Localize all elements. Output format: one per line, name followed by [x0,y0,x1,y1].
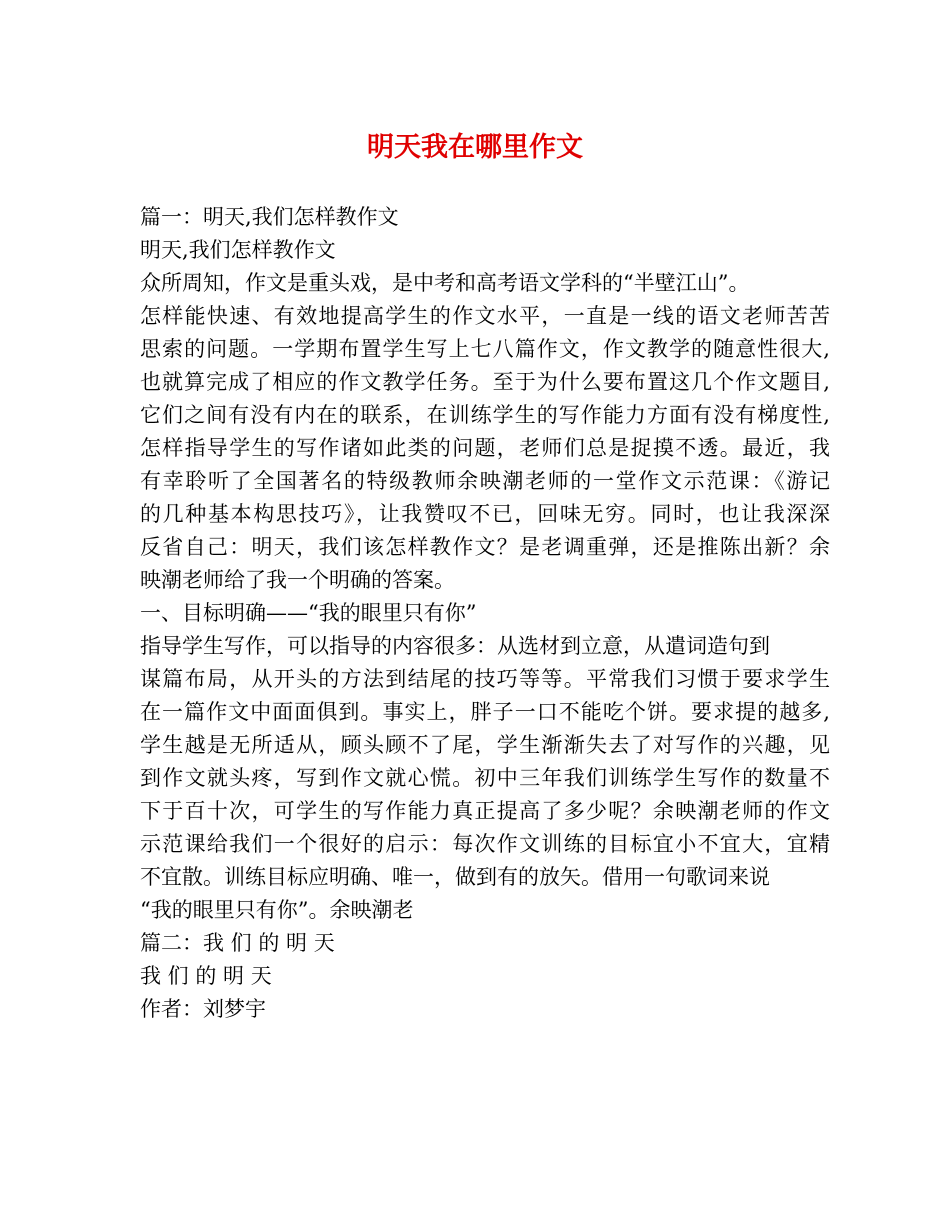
paragraph-line: “我的眼里只有你”。余映潮老 [140,898,414,922]
document-body [140,201,830,1026]
paragraph-line: 有幸聆听了全国著名的特级教师余映潮老师的一堂作文示范课：《游记 [140,469,830,493]
paragraph-line: 下于百十次，可学生的写作能力真正提高了多少呢？余映潮老师的作文 [140,799,830,823]
paragraph-line: 众所周知，作文是重头戏，是中考和高考语文学科的“半壁江山”。 [140,271,750,295]
paragraph-line: 指导学生写作，可以指导的内容很多：从选材到立意，从遣词造句到 [140,634,770,658]
section1-heading: 篇一：明天,我们怎样教作文 [140,205,399,229]
paragraph-line: 怎样能快速、有效地提高学生的作文水平，一直是一线的语文老师苦苦 [140,304,830,328]
paragraph-line: 学生越是无所适从，顾头顾不了尾，学生渐渐失去了对写作的兴趣，见 [140,733,830,757]
page-title: 明天我在哪里作文 [367,132,583,163]
paragraph-line: 到作文就头疼，写到作文就心慌。初中三年我们训练学生写作的数量不 [140,766,830,790]
section2-heading: 篇二：我 们 的 明 天 [140,931,335,955]
paragraph-line: 不宜散。训练目标应明确、唯一，做到有的放矢。借用一句歌词来说 [140,865,770,889]
paragraph-line: 也就算完成了相应的作文教学任务。至于为什么要布置这几个作文题目, [140,370,830,394]
paragraph-line: 思索的问题。一学期布置学生写上七八篇作文，作文教学的随意性很大, [140,337,830,361]
paragraph-line: 在一篇作文中面面俱到。事实上，胖子一口不能吃个饼。要求提的越多, [140,700,830,724]
paragraph-line: 反省自己：明天，我们该怎样教作文？是老调重弹，还是推陈出新？余 [140,535,830,559]
paragraph-line: 映潮老师给了我一个明确的答案。 [140,568,455,592]
paragraph-line: 的几种基本构思技巧》，让我赞叹不已，回味无穷。同时，也让我深深 [140,502,830,526]
paragraph-line: 示范课给我们一个很好的启示：每次作文训练的目标宜小不宜大，宜精 [140,832,830,856]
section1-subtitle: 明天,我们怎样教作文 [140,238,336,262]
author-line: 作者：刘梦宇 [140,997,266,1021]
paragraph-line: 谋篇布局，从开头的方法到结尾的技巧等等。平常我们习惯于要求学生 [140,667,830,691]
point1-heading: 一、目标明确——“我的眼里只有你” [140,601,477,625]
paragraph-line: 怎样指导学生的写作诸如此类的问题，老师们总是捉摸不透。最近，我 [140,436,830,460]
section2-subtitle: 我 们 的 明 天 [140,964,272,988]
paragraph-line: 它们之间有没有内在的联系，在训练学生的写作能力方面有没有梯度性, [140,403,830,427]
